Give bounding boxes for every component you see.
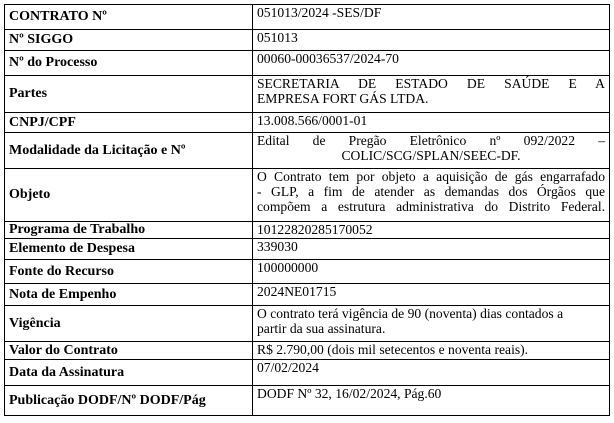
row-label-objeto: Objeto xyxy=(5,169,253,222)
row-value-cnpj: 13.008.566/0001-01 xyxy=(253,113,610,133)
row-label-data-assinatura: Data da Assinatura xyxy=(5,360,253,386)
row-value-empenho: 2024NE01715 xyxy=(253,284,610,306)
table-row xyxy=(5,306,610,342)
row-value-partes xyxy=(253,76,610,113)
value-line: Edital de Pregão Eletrônico nº 092/2022 – xyxy=(257,133,605,148)
row-label-fonte: Fonte do Recurso xyxy=(5,260,253,284)
table-row xyxy=(5,260,610,284)
value-line: - GLP, a fim de atender as demandas dos Órgãos que xyxy=(257,184,605,199)
table-row xyxy=(5,113,610,133)
row-label-contrato: CONTRATO Nº xyxy=(5,5,253,30)
row-label-siggo: Nº SIGGO xyxy=(5,30,253,51)
table-row xyxy=(5,5,610,30)
table-row xyxy=(5,342,610,360)
table-row xyxy=(5,51,610,76)
row-value-publicacao: DODF Nº 32, 16/02/2024, Pág.60 xyxy=(253,386,610,416)
row-label-modalidade: Modalidade da Licitação e Nº xyxy=(5,133,253,169)
value-line: EMPRESA FORT GÁS LTDA. xyxy=(257,91,429,106)
row-value-fonte: 100000000 xyxy=(253,260,610,284)
table-row xyxy=(5,30,610,51)
table-row xyxy=(5,386,610,416)
row-label-programa: Programa de Trabalho xyxy=(5,222,253,239)
table-row xyxy=(5,76,610,113)
table-row xyxy=(5,169,610,222)
value-line: COLIC/SCG/SPLAN/SEEC-DF. xyxy=(341,148,521,163)
value-line: O Contrato tem por objeto a aquisição de gás engarrafado xyxy=(257,169,605,184)
row-value-valor: R$ 2.790,00 (dois mil setecentos e noventa reais). xyxy=(253,342,610,360)
table-row xyxy=(5,133,610,169)
table-row xyxy=(5,239,610,260)
row-value-elemento: 339030 xyxy=(253,239,610,260)
row-label-processo: Nº do Processo xyxy=(5,51,253,76)
row-label-partes: Partes xyxy=(5,76,253,113)
value-line: partir da sua assinatura. xyxy=(257,321,386,336)
row-value-objeto xyxy=(253,169,610,222)
row-label-valor: Valor do Contrato xyxy=(5,342,253,360)
row-label-publicacao: Publicação DODF/Nº DODF/Pág xyxy=(5,386,253,416)
row-value-contrato: 051013/2024 -SES/DF xyxy=(253,5,610,30)
row-label-empenho: Nota de Empenho xyxy=(5,284,253,306)
row-value-modalidade xyxy=(253,133,610,169)
row-value-data-assinatura: 07/02/2024 xyxy=(253,360,610,386)
value-line: O contrato terá vigência de 90 (noventa) dias contados a xyxy=(257,306,564,321)
table-row xyxy=(5,284,610,306)
value-line: compõem a estrutura administrativa do Distrito Federal. xyxy=(257,199,605,214)
row-value-programa: 10122820285170052 xyxy=(253,222,610,239)
row-value-processo: 00060-00036537/2024-70 xyxy=(253,51,610,76)
contract-summary-table xyxy=(4,4,610,416)
table-row xyxy=(5,360,610,386)
row-value-vigencia xyxy=(253,306,610,342)
row-label-elemento: Elemento de Despesa xyxy=(5,239,253,260)
row-label-vigencia: Vigência xyxy=(5,306,253,342)
table-row xyxy=(5,222,610,239)
row-value-siggo: 051013 xyxy=(253,30,610,51)
row-label-cnpj: CNPJ/CPF xyxy=(5,113,253,133)
value-line: SECRETARIA DE ESTADO DE SAÚDE E A xyxy=(257,76,605,91)
